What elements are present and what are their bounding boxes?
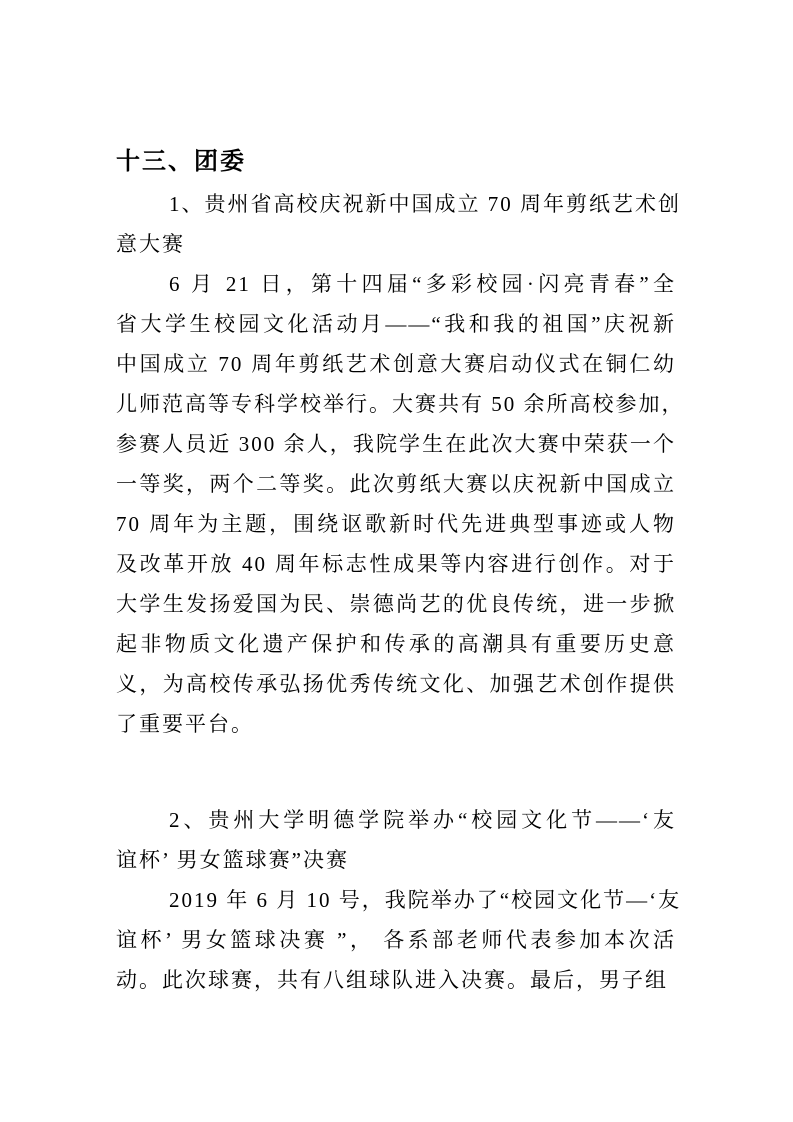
text-line: 大学生发扬爱国为民、崇德尚艺的优良传统，进一步掀 <box>116 592 676 616</box>
text-line: 及改革开放 40 周年标志性成果等内容进行创作。对于 <box>116 552 676 576</box>
text-line: 动。此次球赛，共有八组球队进入决赛。最后，男子组 <box>116 968 668 992</box>
item-2-body <box>116 880 682 1000</box>
paragraph-spacer <box>116 744 676 800</box>
text-line: 起非物质文化遗产保护和传承的高潮具有重要历史意 <box>116 632 676 656</box>
text-line: 2、贵州大学明德学院举办“校园文化节——‘友 <box>169 808 676 832</box>
text-line: 谊杯’ 男女篮球赛”决赛 <box>116 848 350 872</box>
item-2-title <box>116 800 676 880</box>
text-line: 省大学生校园文化活动月——“我和我的祖国”庆祝新 <box>116 312 676 336</box>
text-line: 1、贵州省高校庆祝新中国成立 70 周年剪纸艺术创 <box>169 192 681 216</box>
section-heading: 十三、团委 <box>116 148 246 175</box>
item-1-body <box>116 264 685 744</box>
item-1-title <box>116 184 681 264</box>
text-line: 6 月 21 日，第十四届“多彩校园·闪亮青春”全 <box>169 272 676 296</box>
text-line: 意大赛 <box>116 232 185 256</box>
text-line: 儿师范高等专科学校举行。大赛共有 50 余所高校参加， <box>116 392 685 416</box>
text-line: 70 周年为主题，围绕讴歌新时代先进典型事迹或人物 <box>116 512 676 536</box>
text-line: 义，为高校传承弘扬优秀传统文化、加强艺术创作提供 <box>116 672 676 696</box>
text-line: 一等奖，两个二等奖。此次剪纸大赛以庆祝新中国成立 <box>116 472 676 496</box>
text-line: 谊杯’ 男女篮球决赛 ”， 各系部老师代表参加本次活 <box>116 928 676 952</box>
text-line: 参赛人员近 300 余人，我院学生在此次大赛中荣获一个 <box>116 432 676 456</box>
text-line: 中国成立 70 周年剪纸艺术创意大赛启动仪式在铜仁幼 <box>116 352 676 376</box>
text-line: 2019 年 6 月 10 号，我院举办了“校园文化节—‘友 <box>169 888 682 912</box>
page-content <box>116 140 685 1000</box>
text-line: 了重要平台。 <box>116 712 254 736</box>
